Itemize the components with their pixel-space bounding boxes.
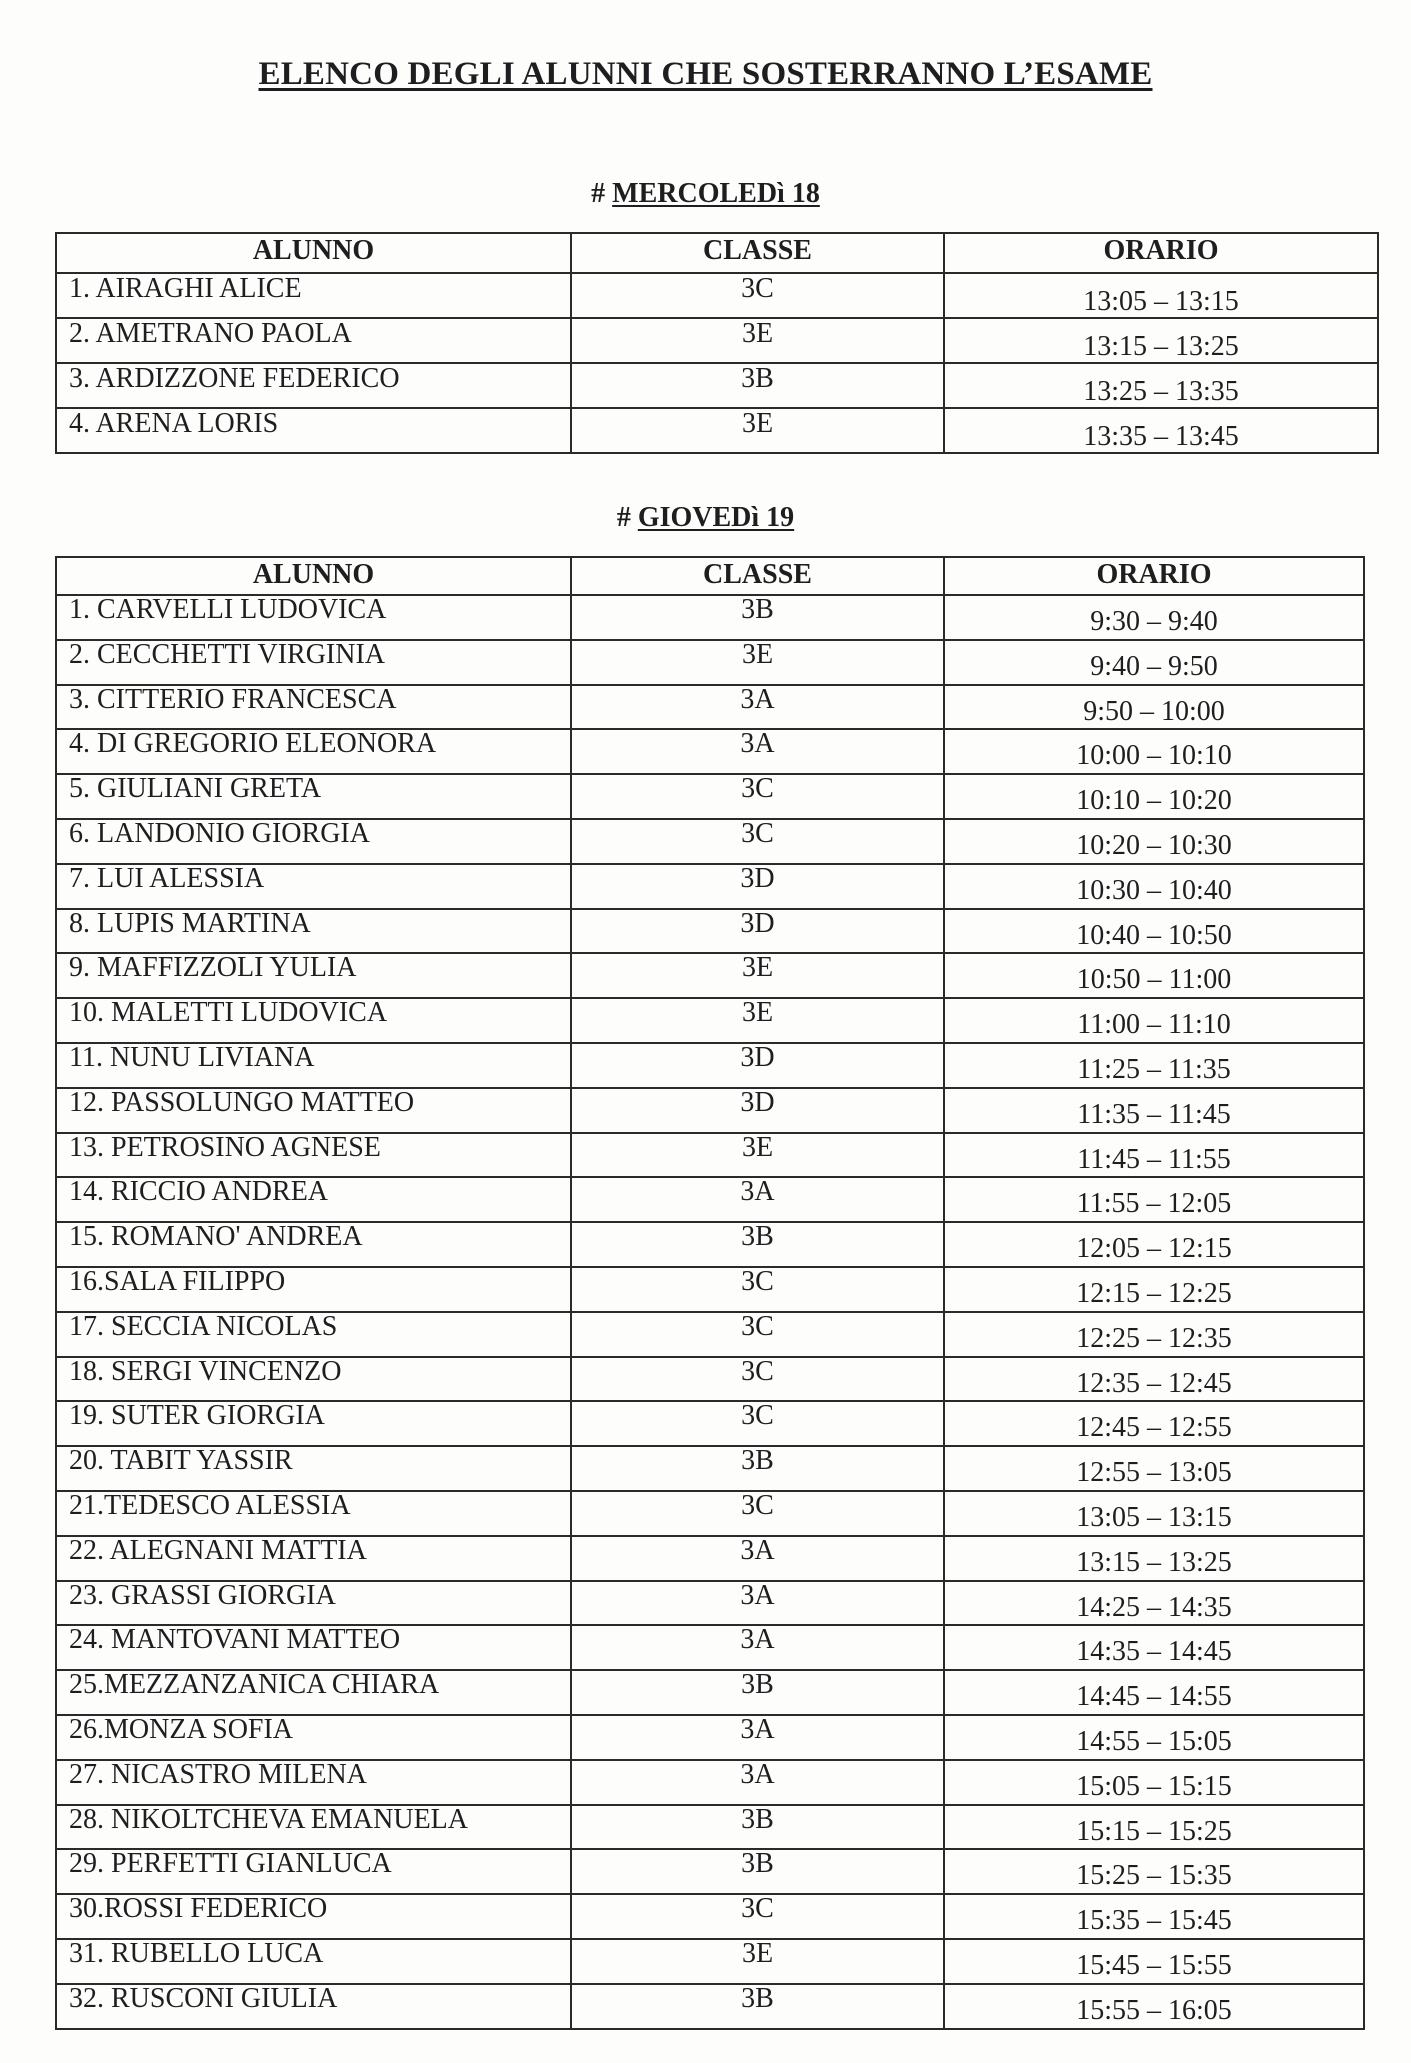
student-class: 3D — [571, 1088, 944, 1133]
exam-time: 13:15 – 13:25 — [944, 1536, 1364, 1581]
table-row — [56, 408, 1378, 453]
table-row — [56, 909, 1364, 954]
table-row — [56, 1849, 1364, 1894]
exam-time: 13:35 – 13:45 — [944, 408, 1378, 453]
exam-time: 10:50 – 11:00 — [944, 953, 1364, 998]
student-class: 3C — [571, 1491, 944, 1536]
exam-time: 10:00 – 10:10 — [944, 729, 1364, 774]
table-row — [56, 1357, 1364, 1402]
student-class: 3D — [571, 909, 944, 954]
student-class: 3A — [571, 1536, 944, 1581]
table-row — [56, 1446, 1364, 1491]
table-row — [56, 1043, 1364, 1088]
exam-time: 15:55 – 16:05 — [944, 1984, 1364, 2029]
exam-time: 9:40 – 9:50 — [944, 640, 1364, 685]
student-name: 16.SALA FILIPPO — [56, 1267, 571, 1312]
student-class: 3E — [571, 1939, 944, 1984]
student-class: 3B — [571, 1446, 944, 1491]
table-row — [56, 998, 1364, 1043]
table-row — [56, 273, 1378, 318]
exam-time: 11:45 – 11:55 — [944, 1133, 1364, 1178]
exam-time: 10:40 – 10:50 — [944, 909, 1364, 954]
header-orario: ORARIO — [944, 233, 1378, 273]
student-name: 4. ARENA LORIS — [56, 408, 571, 453]
student-name: 8. LUPIS MARTINA — [56, 909, 571, 954]
table-header-row — [56, 557, 1364, 595]
exam-time: 13:05 – 13:15 — [944, 1491, 1364, 1536]
student-name: 19. SUTER GIORGIA — [56, 1401, 571, 1446]
student-class: 3D — [571, 1043, 944, 1088]
student-name: 22. ALEGNANI MATTIA — [56, 1536, 571, 1581]
student-class: 3C — [571, 1894, 944, 1939]
student-class: 3C — [571, 1401, 944, 1446]
student-class: 3B — [571, 1222, 944, 1267]
student-class: 3C — [571, 1267, 944, 1312]
student-class: 3E — [571, 998, 944, 1043]
exam-time: 10:30 – 10:40 — [944, 864, 1364, 909]
table-row — [56, 819, 1364, 864]
table-row — [56, 864, 1364, 909]
student-class: 3E — [571, 1133, 944, 1178]
student-name: 2. CECCHETTI VIRGINIA — [56, 640, 571, 685]
table-row — [56, 640, 1364, 685]
student-name: 9. MAFFIZZOLI YULIA — [56, 953, 571, 998]
table-row — [56, 1805, 1364, 1850]
student-name: 24. MANTOVANI MATTEO — [56, 1625, 571, 1670]
student-class: 3A — [571, 729, 944, 774]
document-title: ELENCO DEGLI ALUNNI CHE SOSTERRANNO L’ESAME — [258, 56, 1153, 92]
student-class: 3A — [571, 685, 944, 730]
exam-time: 11:00 – 11:10 — [944, 998, 1364, 1043]
student-class: 3E — [571, 953, 944, 998]
day-label: GIOVEDì 19 — [637, 502, 795, 533]
student-class: 3E — [571, 640, 944, 685]
student-name: 20. TABIT YASSIR — [56, 1446, 571, 1491]
student-name: 21.TEDESCO ALESSIA — [56, 1491, 571, 1536]
student-name: 1. AIRAGHI ALICE — [56, 273, 571, 318]
table-row — [56, 1760, 1364, 1805]
student-class: 3B — [571, 595, 944, 640]
exam-time: 11:55 – 12:05 — [944, 1177, 1364, 1222]
student-name: 5. GIULIANI GRETA — [56, 774, 571, 819]
student-class: 3C — [571, 1357, 944, 1402]
exam-time: 11:35 – 11:45 — [944, 1088, 1364, 1133]
student-name: 28. NIKOLTCHEVA EMANUELA — [56, 1805, 571, 1850]
table-row — [56, 1715, 1364, 1760]
student-name: 7. LUI ALESSIA — [56, 864, 571, 909]
student-name: 4. DI GREGORIO ELEONORA — [56, 729, 571, 774]
table-row — [56, 1312, 1364, 1357]
day-heading-wednesday — [0, 178, 1411, 210]
day-heading-thursday — [0, 502, 1411, 534]
table-header-row — [56, 233, 1378, 273]
student-name: 13. PETROSINO AGNESE — [56, 1133, 571, 1178]
day-hash: # — [616, 502, 631, 533]
student-name: 32. RUSCONI GIULIA — [56, 1984, 571, 2029]
student-name: 2. AMETRANO PAOLA — [56, 318, 571, 363]
table-row — [56, 1984, 1364, 2029]
student-class: 3A — [571, 1715, 944, 1760]
exam-time: 12:25 – 12:35 — [944, 1312, 1364, 1357]
exam-time: 9:50 – 10:00 — [944, 685, 1364, 730]
student-name: 26.MONZA SOFIA — [56, 1715, 571, 1760]
schedule-table-wednesday — [55, 232, 1379, 454]
table-row — [56, 774, 1364, 819]
student-class: 3E — [571, 408, 944, 453]
student-class: 3B — [571, 1849, 944, 1894]
student-name: 6. LANDONIO GIORGIA — [56, 819, 571, 864]
exam-time: 10:20 – 10:30 — [944, 819, 1364, 864]
student-class: 3C — [571, 774, 944, 819]
exam-time: 12:45 – 12:55 — [944, 1401, 1364, 1446]
exam-time: 13:15 – 13:25 — [944, 318, 1378, 363]
student-name: 3. CITTERIO FRANCESCA — [56, 685, 571, 730]
exam-time: 15:05 – 15:15 — [944, 1760, 1364, 1805]
table-row — [56, 1491, 1364, 1536]
student-name: 1. CARVELLI LUDOVICA — [56, 595, 571, 640]
day-hash: # — [591, 178, 606, 209]
student-class: 3B — [571, 1984, 944, 2029]
student-class: 3C — [571, 273, 944, 318]
student-class: 3C — [571, 1312, 944, 1357]
exam-time: 12:05 – 12:15 — [944, 1222, 1364, 1267]
exam-time: 15:35 – 15:45 — [944, 1894, 1364, 1939]
exam-time: 9:30 – 9:40 — [944, 595, 1364, 640]
table-row — [56, 363, 1378, 408]
student-class: 3A — [571, 1581, 944, 1626]
student-name: 14. RICCIO ANDREA — [56, 1177, 571, 1222]
student-class: 3B — [571, 1670, 944, 1715]
student-name: 23. GRASSI GIORGIA — [56, 1581, 571, 1626]
exam-time: 15:15 – 15:25 — [944, 1805, 1364, 1850]
table-row — [56, 1939, 1364, 1984]
student-class: 3A — [571, 1177, 944, 1222]
student-name: 10. MALETTI LUDOVICA — [56, 998, 571, 1043]
student-name: 12. PASSOLUNGO MATTEO — [56, 1088, 571, 1133]
exam-time: 14:25 – 14:35 — [944, 1581, 1364, 1626]
student-name: 17. SECCIA NICOLAS — [56, 1312, 571, 1357]
table-row — [56, 1267, 1364, 1312]
table-row — [56, 1133, 1364, 1178]
exam-time: 12:35 – 12:45 — [944, 1357, 1364, 1402]
student-name: 31. RUBELLO LUCA — [56, 1939, 571, 1984]
exam-time: 13:05 – 13:15 — [944, 273, 1378, 318]
table-row — [56, 953, 1364, 998]
table-row — [56, 1088, 1364, 1133]
table-row — [56, 1222, 1364, 1267]
exam-time: 12:15 – 12:25 — [944, 1267, 1364, 1312]
table-row — [56, 729, 1364, 774]
student-class: 3B — [571, 363, 944, 408]
table-row — [56, 1894, 1364, 1939]
student-name: 30.ROSSI FEDERICO — [56, 1894, 571, 1939]
header-orario: ORARIO — [944, 557, 1364, 595]
student-class: 3D — [571, 864, 944, 909]
day-label: MERCOLEDì 18 — [612, 178, 820, 209]
exam-time: 14:55 – 15:05 — [944, 1715, 1364, 1760]
header-alunno: ALUNNO — [56, 233, 571, 273]
student-class: 3A — [571, 1625, 944, 1670]
student-name: 11. NUNU LIVIANA — [56, 1043, 571, 1088]
student-name: 27. NICASTRO MILENA — [56, 1760, 571, 1805]
table-row — [56, 1670, 1364, 1715]
student-class: 3A — [571, 1760, 944, 1805]
student-class: 3E — [571, 318, 944, 363]
header-classe: CLASSE — [571, 557, 944, 595]
student-name: 15. ROMANO' ANDREA — [56, 1222, 571, 1267]
student-name: 18. SERGI VINCENZO — [56, 1357, 571, 1402]
table-row — [56, 1536, 1364, 1581]
exam-time: 15:45 – 15:55 — [944, 1939, 1364, 1984]
header-classe: CLASSE — [571, 233, 944, 273]
table-row — [56, 318, 1378, 363]
header-alunno: ALUNNO — [56, 557, 571, 595]
student-name: 3. ARDIZZONE FEDERICO — [56, 363, 571, 408]
student-class: 3C — [571, 819, 944, 864]
exam-time: 11:25 – 11:35 — [944, 1043, 1364, 1088]
exam-time: 14:35 – 14:45 — [944, 1625, 1364, 1670]
table-row — [56, 1625, 1364, 1670]
table-row — [56, 595, 1364, 640]
table-row — [56, 1581, 1364, 1626]
schedule-table-thursday — [55, 556, 1365, 2030]
exam-time: 10:10 – 10:20 — [944, 774, 1364, 819]
exam-time: 13:25 – 13:35 — [944, 363, 1378, 408]
table-row — [56, 1401, 1364, 1446]
student-class: 3B — [571, 1805, 944, 1850]
table-row — [56, 685, 1364, 730]
table-row — [56, 1177, 1364, 1222]
exam-time: 14:45 – 14:55 — [944, 1670, 1364, 1715]
exam-time: 15:25 – 15:35 — [944, 1849, 1364, 1894]
student-name: 29. PERFETTI GIANLUCA — [56, 1849, 571, 1894]
student-name: 25.MEZZANZANICA CHIARA — [56, 1670, 571, 1715]
exam-time: 12:55 – 13:05 — [944, 1446, 1364, 1491]
